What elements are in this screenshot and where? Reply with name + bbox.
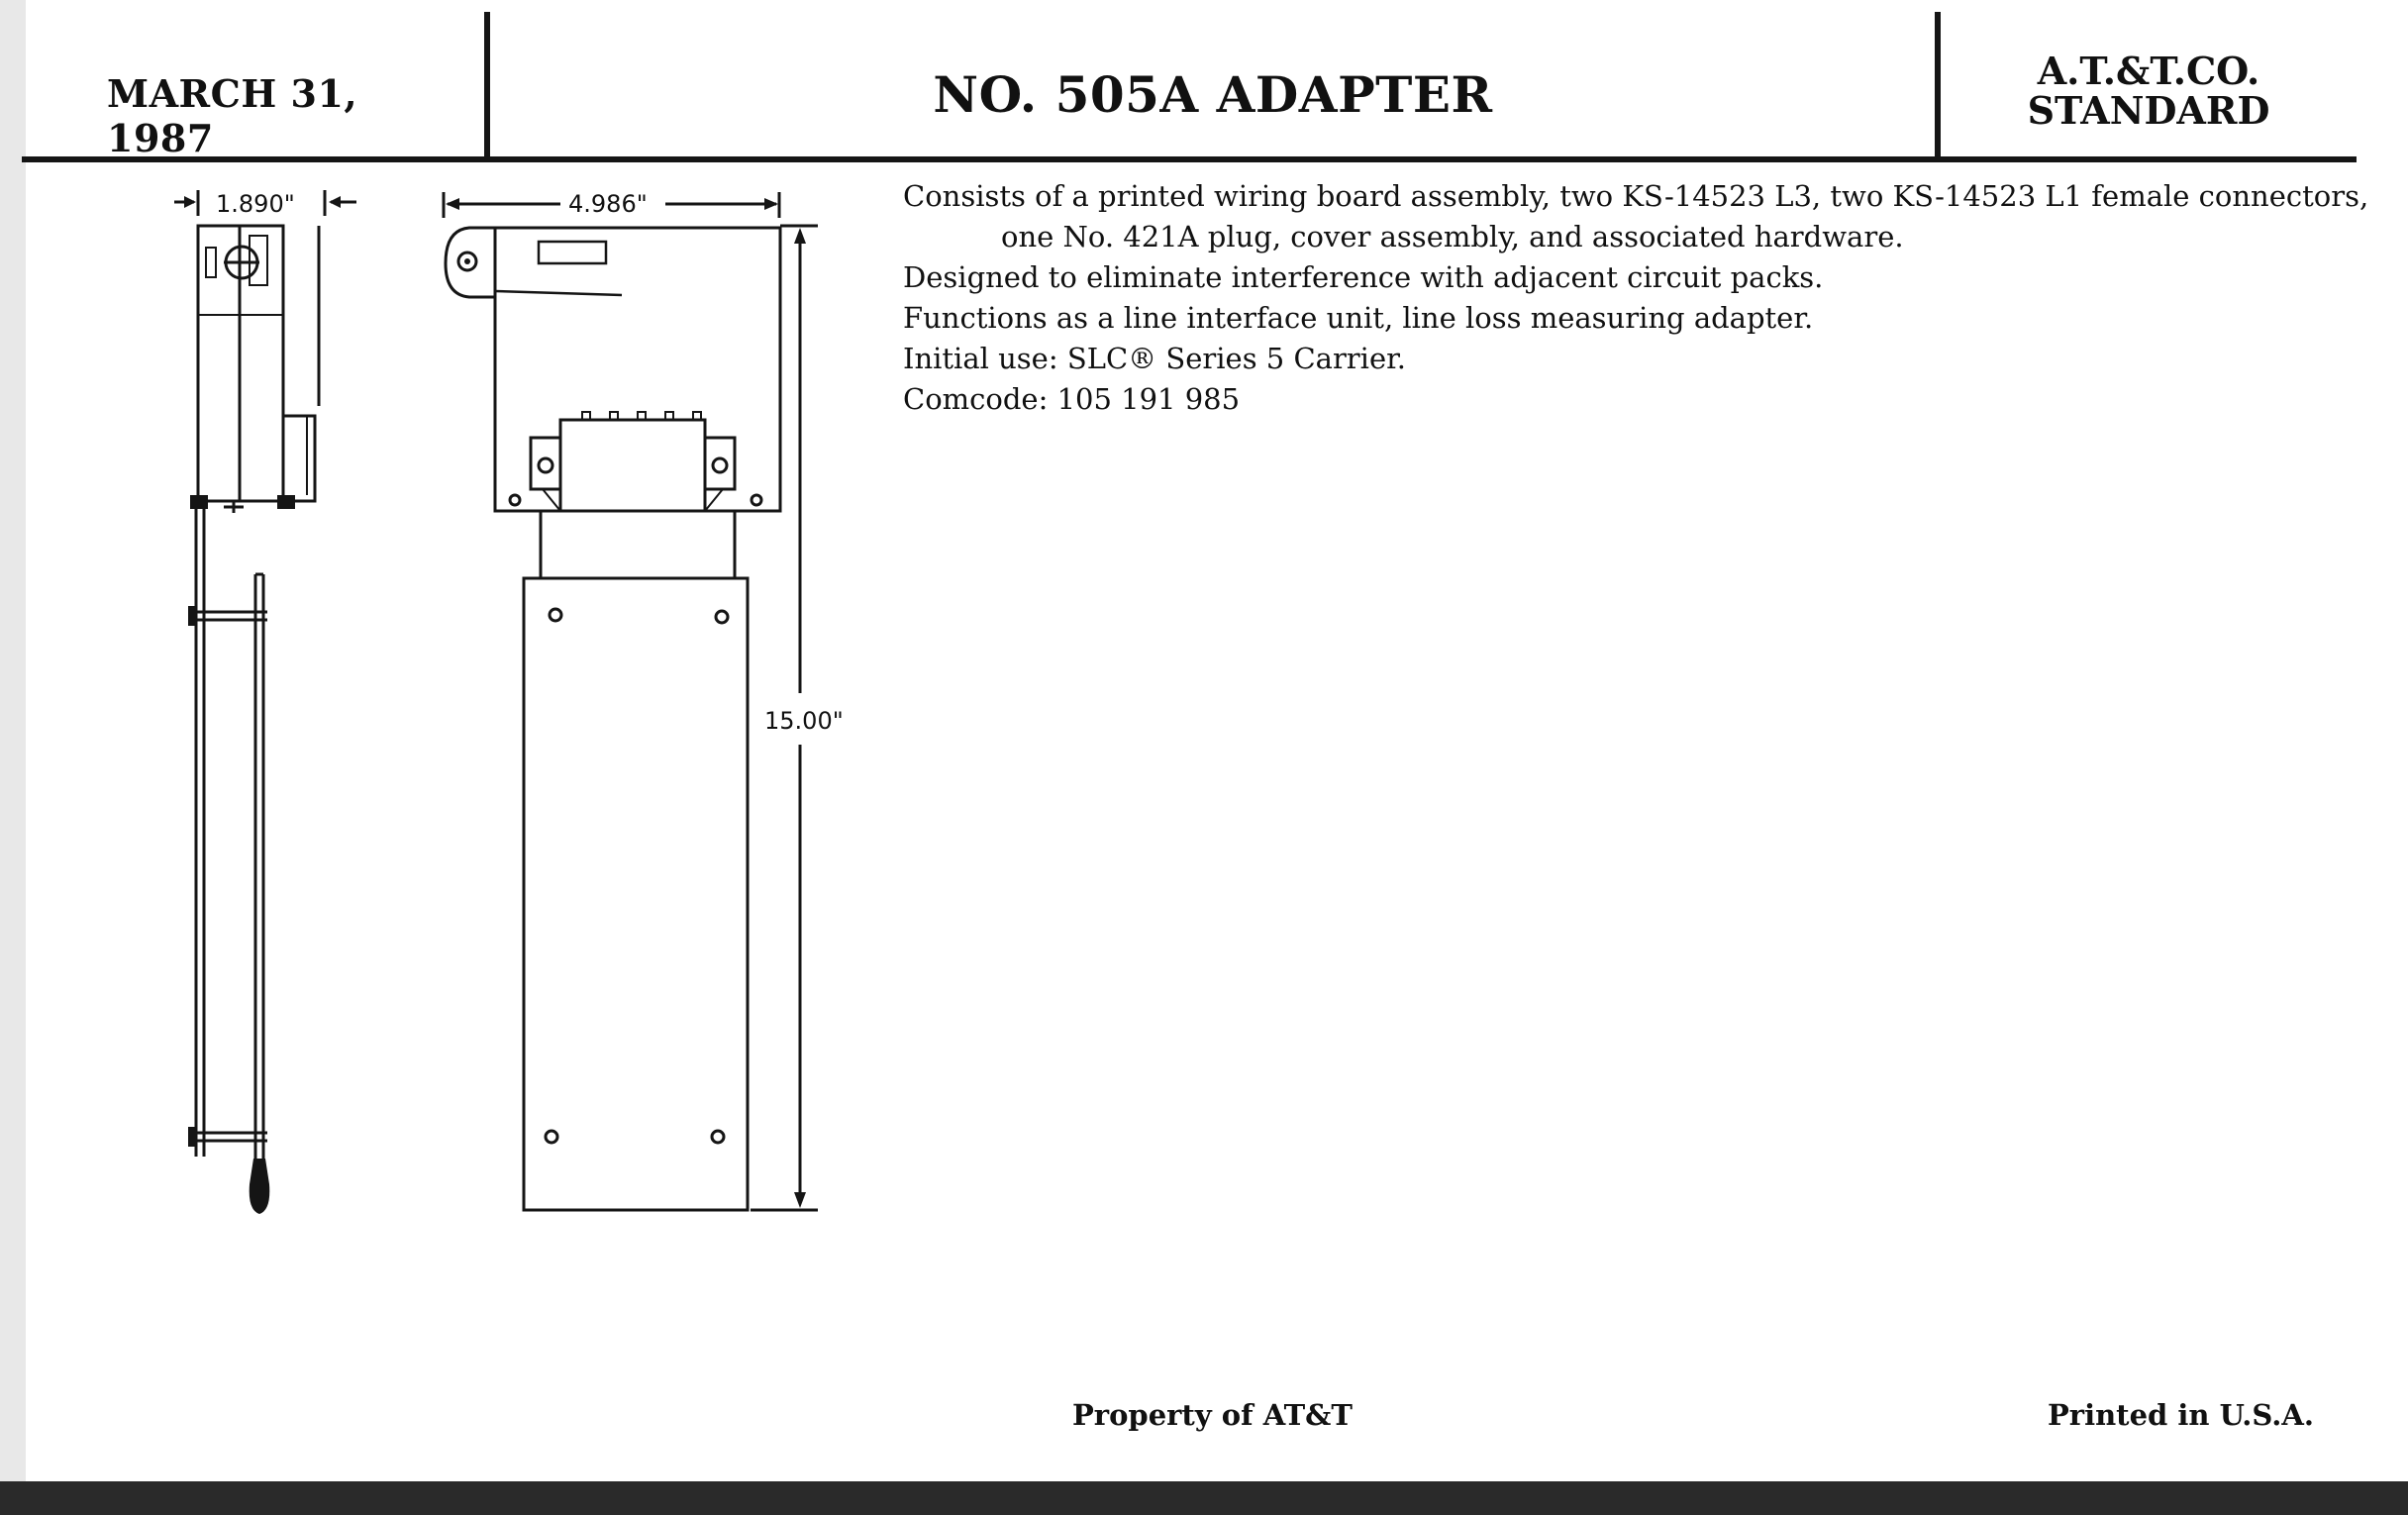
front-view <box>444 190 844 1210</box>
description-line: Comcode: 105 191 985 <box>903 382 1241 416</box>
page-title: NO. 505A ADAPTER <box>933 65 1493 124</box>
side-view <box>174 190 356 1214</box>
description-line: Functions as a line interface unit, line loss measuring adapter. <box>903 301 1814 335</box>
printed-notice: Printed in U.S.A. <box>2048 1398 2314 1432</box>
dim-label-front-width: 4.986" <box>568 190 648 218</box>
standard-line-1: A.T.&T.CO. <box>2037 49 2260 93</box>
standard-line-2: STANDARD <box>2027 88 2270 133</box>
description-line: Consists of a printed wiring board assembly, two KS-14523 L3, two KS-14523 L1 female connectors, <box>903 179 2369 213</box>
description-line: one No. 421A plug, cover assembly, and associated hardware. <box>1001 220 1904 253</box>
description-line: Designed to eliminate interference with adjacent circuit packs. <box>903 260 1824 294</box>
dim-label-side-width: 1.890" <box>216 190 295 218</box>
issue-date: MARCH 31, 1987 <box>107 71 358 160</box>
dim-label-height: 15.00" <box>764 707 844 735</box>
description-line: Initial use: SLC® Series 5 Carrier. <box>903 342 1406 375</box>
description <box>903 176 2368 420</box>
scan-border-bottom <box>0 1481 2408 1515</box>
property-notice: Property of AT&T <box>1072 1398 1353 1432</box>
